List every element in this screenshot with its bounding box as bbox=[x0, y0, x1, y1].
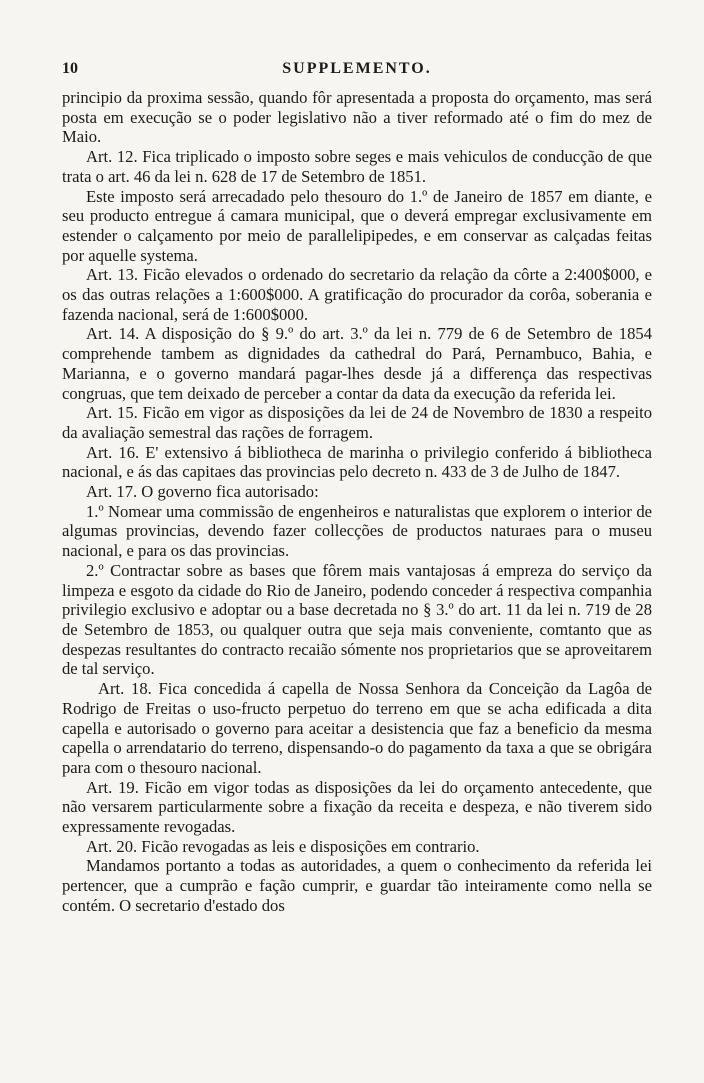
article-18: Art. 18. Fica concedida á capella de Nossa Senhora da Conceição da Lagôa de Rodrigo de Freitas o uso-fructo perpetuo do terreno em que se acha edificada a dita capella e autorisado o governo para aceitar a desistencia que faz a beneficio da mesma capella o arrendatario do terreno, dispensando-o do pagamento da taxa a que se obrigára para com o thesouro nacional. bbox=[62, 679, 652, 777]
closing-paragraph: Mandamos portanto a todas as autoridades, a quem o conhecimento da referida lei pertencer, que a cumprão e fação cumprir, e guardar tão inteiramente como nella se contém. O secretario d'estado dos bbox=[62, 856, 652, 915]
running-title: SUPPLEMENTO. bbox=[282, 60, 432, 77]
article-15: Art. 15. Ficão em vigor as disposições da lei de 24 de Novembro de 1830 a respeito da avaliação semestral das rações de forragem. bbox=[62, 403, 652, 442]
article-17-item-2: 2.º Contractar sobre as bases que fôrem mais vantajosas á empreza do serviço da limpeza e esgoto da cidade do Rio de Janeiro, podendo conceder á respectiva companhia privilegio exclusivo e adoptar ou a base decretada no § 3.º do art. 11 da lei n. 719 de 28 de Setembro de 1853, ou qualquer outra que seja mais conveniente, comtanto que as despezas resultantes do contracto recaião sómente nos proprietarios que se aproveitarem de tal serviço. bbox=[62, 560, 652, 679]
article-19: Art. 19. Ficão em vigor todas as disposições da lei do orçamento antecedente, que não versarem particularmente sobre a fixação da receita e despeza, e não tiverem sido expressamente revogadas. bbox=[62, 777, 652, 837]
article-17-item-1: 1.º Nomear uma commissão de engenheiros e naturalistas que explorem o interior de algumas provincias, devendo fazer collecções de productos naturaes para o museu nacional, e para os das provincias. bbox=[62, 501, 652, 561]
paragraph-continuation: principio da proxima sessão, quando fôr apresentada a proposta do orçamento, mas será posta em execução se o poder legislativo não a tiver reformado até o fim do mez de Maio. bbox=[62, 88, 652, 147]
page-header bbox=[62, 60, 652, 88]
article-12-paragraph: Este imposto será arrecadado pelo thesouro do 1.º de Janeiro de 1857 em diante, e seu producto entregue á camara municipal, que o deverá empregar exclusivamente em estender o calçamento por meio de parallelipipedes, e em conservar as calçadas feitas por aquelle systema. bbox=[62, 186, 652, 265]
article-17: Art. 17. O governo fica autorisado: bbox=[86, 482, 319, 502]
page-number: 10 bbox=[62, 60, 78, 77]
article-16: Art. 16. E' extensivo á bibliotheca de marinha o privilegio conferido á bibliotheca nacional, e ás das capitaes das provincias pelo decreto n. 433 de 3 de Julho de 1847. bbox=[62, 442, 652, 482]
article-13: Art. 13. Ficão elevados o ordenado do secretario da relação da côrte a 2:400$000, e os das outras relações a 1:600$000. A gratificação do procurador da corôa, soberania e fazenda nacional, será de 1:600$000. bbox=[62, 265, 652, 324]
article-12: Art. 12. Fica triplicado o imposto sobre seges e mais vehiculos de conducção de que trata o art. 46 da lei n. 628 de 17 de Setembro de 1851. bbox=[62, 147, 652, 186]
document-body bbox=[62, 88, 652, 916]
article-20: Art. 20. Ficão revogadas as leis e disposições em contrario. bbox=[86, 836, 480, 856]
article-14: Art. 14. A disposição do § 9.º do art. 3.º da lei n. 779 de 6 de Setembro de 1854 comprehende tambem as dignidades da cathedral do Pará, Pernambuco, Bahia, e Marianna, e o governo mandará pagar-lhes desde já a differença das respectivas congruas, que tem deixado de perceber a contar da data da execução da referida lei. bbox=[62, 324, 652, 403]
